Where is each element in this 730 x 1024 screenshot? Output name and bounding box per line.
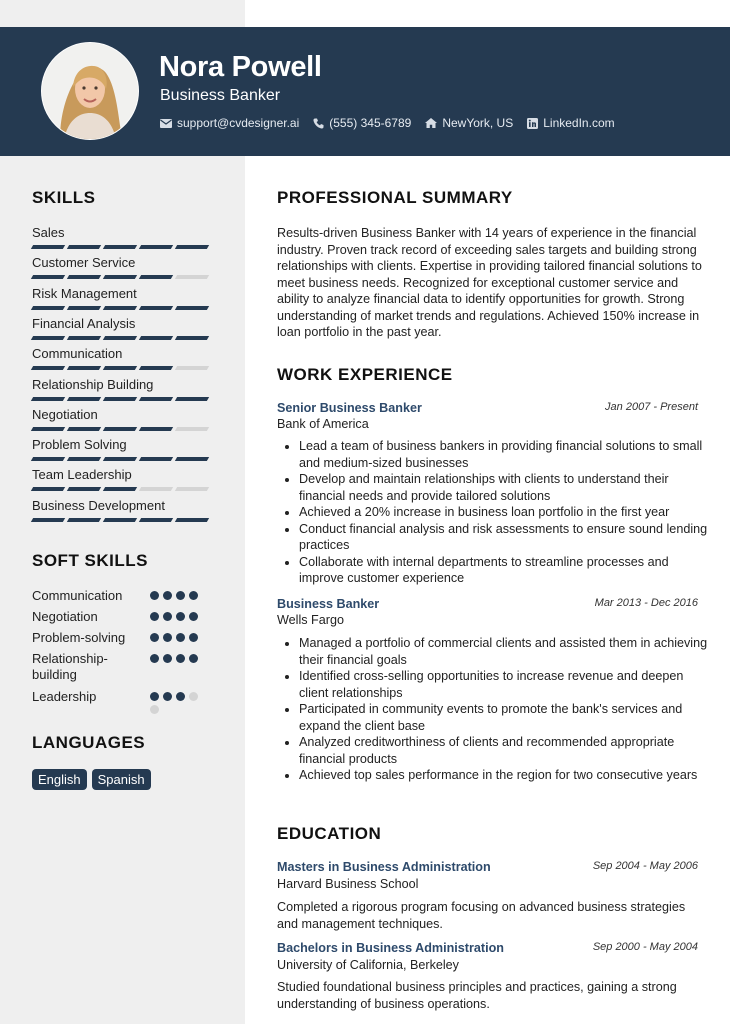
skill-level-segment (103, 336, 137, 340)
skill-level-segment (31, 366, 65, 370)
rating-dot (176, 612, 185, 621)
skill-level-segment (103, 397, 137, 401)
skill-level-segment (103, 518, 137, 522)
skill-level-segment (67, 275, 101, 279)
skill-level-bar (32, 336, 212, 340)
rating-dot (189, 591, 198, 600)
skill-level-bar (32, 487, 212, 491)
rating-dot (189, 654, 198, 663)
resume-header (0, 27, 730, 156)
rating-dot (163, 633, 172, 642)
soft-skill-label: Relationship-building (32, 651, 108, 682)
contact-row (160, 116, 629, 130)
skill-level-segment (103, 245, 137, 249)
skill-level-segment (103, 306, 137, 310)
job-bullet: • Achieved a 20% increase in business loan portfolio in the first year (299, 504, 709, 521)
rating-dot (150, 705, 159, 714)
skill-item (32, 498, 212, 522)
rating-dot (163, 612, 172, 621)
job-company: Wells Fargo (277, 613, 344, 627)
skill-level-segment (31, 275, 65, 279)
job-bullet: • Analyzed creditworthiness of clients and recommended appropriate financial products (299, 734, 709, 767)
job-bullet: • Participated in community events to promote the bank's services and expand the client base (299, 701, 709, 734)
envelope-icon (160, 119, 172, 128)
rating-dot (163, 591, 172, 600)
skill-level-segment (175, 487, 209, 491)
soft-skill-rating (150, 612, 210, 621)
contact-location-text: NewYork, US (442, 116, 514, 130)
skill-item (32, 437, 212, 461)
skill-level-segment (67, 518, 101, 522)
skill-level-segment (175, 518, 209, 522)
skill-level-bar (32, 245, 212, 249)
skill-item (32, 467, 212, 491)
language-badge: Spanish (92, 769, 151, 790)
skill-level-segment (103, 487, 137, 491)
summary-text: Results-driven Business Banker with 14 years of experience in the financial industry. Proven track record of exceeding sales targets and building strong relationships with clients. Expertise in providing tailored financial solutions to meet business needs. Recognized for exceptional customer service and ability to analyze financial data to identify opportunities for growth. Strong understanding of market trends and regulations. Achieved 150% increase in loan portfolio in the past year. (277, 226, 702, 339)
language-badge: English (32, 769, 87, 790)
skills-title: SKILLS (32, 188, 96, 207)
skill-item (32, 407, 212, 431)
skill-item (32, 225, 212, 249)
skill-label: Communication (32, 346, 123, 362)
skill-level-segment (103, 366, 137, 370)
skill-level-segment (175, 366, 209, 370)
skill-level-bar (32, 366, 212, 370)
skill-level-segment (31, 336, 65, 340)
languages-title: LANGUAGES (32, 733, 146, 752)
school-name: University of California, Berkeley (277, 958, 459, 972)
skill-level-segment (103, 427, 137, 431)
skill-level-bar (32, 457, 212, 461)
soft-skill-item (32, 588, 222, 604)
soft-skill-item (32, 630, 222, 646)
skill-level-segment (67, 487, 101, 491)
phone-icon (313, 118, 324, 129)
contact-email-text: support@cvdesigner.ai (177, 116, 300, 130)
job-bullets (281, 635, 709, 784)
rating-dot (150, 692, 159, 701)
skill-level-segment (175, 336, 209, 340)
skill-level-segment (139, 306, 173, 310)
soft-skills-title: SOFT SKILLS (32, 551, 148, 570)
rating-dot (189, 612, 198, 621)
skill-level-segment (31, 518, 65, 522)
skill-level-segment (175, 427, 209, 431)
rating-dot (176, 654, 185, 663)
skill-label: Sales (32, 225, 65, 240)
skill-level-segment (67, 245, 101, 249)
soft-skill-label: Negotiation (32, 609, 98, 624)
soft-skill-label: Problem-solving (32, 630, 126, 645)
soft-skill-item (32, 609, 222, 625)
rating-dot (150, 633, 159, 642)
skill-level-segment (139, 457, 173, 461)
degree-date: Sep 2000 - May 2004 (592, 941, 698, 953)
skill-level-segment (31, 427, 65, 431)
skill-level-segment (139, 427, 173, 431)
skill-level-segment (139, 518, 173, 522)
job-bullets (281, 438, 709, 587)
summary-title: PROFESSIONAL SUMMARY (277, 188, 513, 207)
skill-label: Financial Analysis (32, 315, 136, 331)
rating-dot (176, 633, 185, 642)
home-icon (425, 118, 437, 128)
skill-label: Customer Service (32, 255, 136, 271)
contact-linkedin-text: LinkedIn.com (543, 116, 615, 130)
degree-description: Studied foundational business principles and practices, gaining a strong understanding of business operations. (277, 980, 677, 1011)
skill-level-segment (175, 275, 209, 279)
skill-level-segment (31, 397, 65, 401)
rating-dot (163, 654, 172, 663)
skill-level-segment (67, 457, 101, 461)
job-bullet: • Achieved top sales performance in the region for two consecutive years (299, 767, 709, 784)
skill-level-segment (175, 306, 209, 310)
skill-level-segment (67, 427, 101, 431)
skill-level-segment (175, 397, 209, 401)
avatar-portrait (42, 43, 138, 139)
contact-linkedin[interactable] (527, 116, 614, 130)
skill-level-segment (139, 366, 173, 370)
skill-item (32, 346, 212, 370)
job-company: Bank of America (277, 417, 369, 431)
skill-level-segment (139, 275, 173, 279)
job-bullet: • Lead a team of business bankers in providing financial solutions to small and medium-sized businesses (299, 438, 709, 471)
rating-dot (150, 612, 159, 621)
job-date: Jan 2007 - Present (605, 401, 698, 413)
soft-skill-rating (150, 591, 210, 600)
soft-skill-rating (150, 692, 210, 714)
profile-photo (41, 42, 139, 140)
linkedin-icon (527, 118, 538, 129)
skill-level-segment (31, 457, 65, 461)
skill-item (32, 255, 212, 279)
job-bullet: • Collaborate with internal departments to streamline processes and improve customer experience (299, 554, 709, 587)
contact-phone[interactable] (313, 116, 411, 130)
rating-dot (176, 591, 185, 600)
skill-label: Risk Management (32, 285, 137, 301)
skill-level-segment (175, 245, 209, 249)
rating-dot (163, 692, 172, 701)
degree-title: Masters in Business Administration (277, 860, 491, 874)
skill-item (32, 286, 212, 310)
skill-level-segment (139, 487, 173, 491)
skill-label: Business Development (32, 497, 165, 513)
degree-date: Sep 2004 - May 2006 (592, 860, 698, 872)
skill-level-segment (139, 245, 173, 249)
skill-label: Problem Solving (32, 437, 127, 453)
languages-list (32, 769, 151, 790)
school-name: Harvard Business School (277, 877, 419, 891)
skill-level-segment (103, 275, 137, 279)
skill-level-segment (139, 336, 173, 340)
rating-dot (176, 692, 185, 701)
contact-email[interactable] (160, 116, 299, 130)
skill-level-bar (32, 427, 212, 431)
job-bullet: • Managed a portfolio of commercial clients and assisted them in achieving their financial goals (299, 635, 709, 668)
job-title: Senior Business Banker (277, 401, 422, 415)
rating-dot (189, 633, 198, 642)
job-title: Business Banker (277, 597, 380, 611)
rating-dot (150, 591, 159, 600)
skill-level-bar (32, 275, 212, 279)
candidate-role: Business Banker (160, 87, 281, 104)
skill-level-segment (67, 336, 101, 340)
skill-label: Team Leadership (32, 467, 132, 483)
contact-location (425, 116, 513, 130)
education-title: EDUCATION (277, 824, 382, 843)
skill-level-segment (139, 397, 173, 401)
skill-level-segment (31, 306, 65, 310)
rating-dot (189, 692, 198, 701)
skill-level-segment (67, 366, 101, 370)
skill-label: Negotiation (32, 406, 98, 422)
degree-title: Bachelors in Business Administration (277, 941, 504, 955)
soft-skill-label: Leadership (32, 689, 97, 704)
skill-level-segment (31, 245, 65, 249)
soft-skill-item (32, 689, 222, 705)
skill-item (32, 316, 212, 340)
skill-level-bar (32, 397, 212, 401)
skill-level-segment (175, 457, 209, 461)
skill-level-segment (67, 306, 101, 310)
skill-level-bar (32, 306, 212, 310)
experience-title: WORK EXPERIENCE (277, 365, 453, 384)
job-bullet: • Develop and maintain relationships with clients to understand their financial needs and provide tailored solutions (299, 471, 709, 504)
soft-skill-rating (150, 633, 210, 642)
rating-dot (150, 654, 159, 663)
degree-description: Completed a rigorous program focusing on advanced business strategies and management techniques. (277, 900, 686, 931)
soft-skill-label: Communication (32, 588, 123, 603)
job-bullet: • Identified cross-selling opportunities to increase revenue and deepen client relationships (299, 668, 709, 701)
job-bullet: • Conduct financial analysis and risk assessments to ensure sound lending practices (299, 521, 709, 554)
skill-level-segment (67, 397, 101, 401)
soft-skill-item (32, 651, 222, 683)
candidate-name: Nora Powell (159, 51, 322, 83)
job-date: Mar 2013 - Dec 2016 (594, 597, 698, 609)
skill-level-bar (32, 518, 212, 522)
contact-phone-text: (555) 345-6789 (329, 116, 412, 130)
skill-label: Relationship Building (32, 376, 154, 392)
skill-level-segment (103, 457, 137, 461)
soft-skill-rating (150, 654, 210, 663)
skill-item (32, 377, 212, 401)
skill-level-segment (31, 487, 65, 491)
